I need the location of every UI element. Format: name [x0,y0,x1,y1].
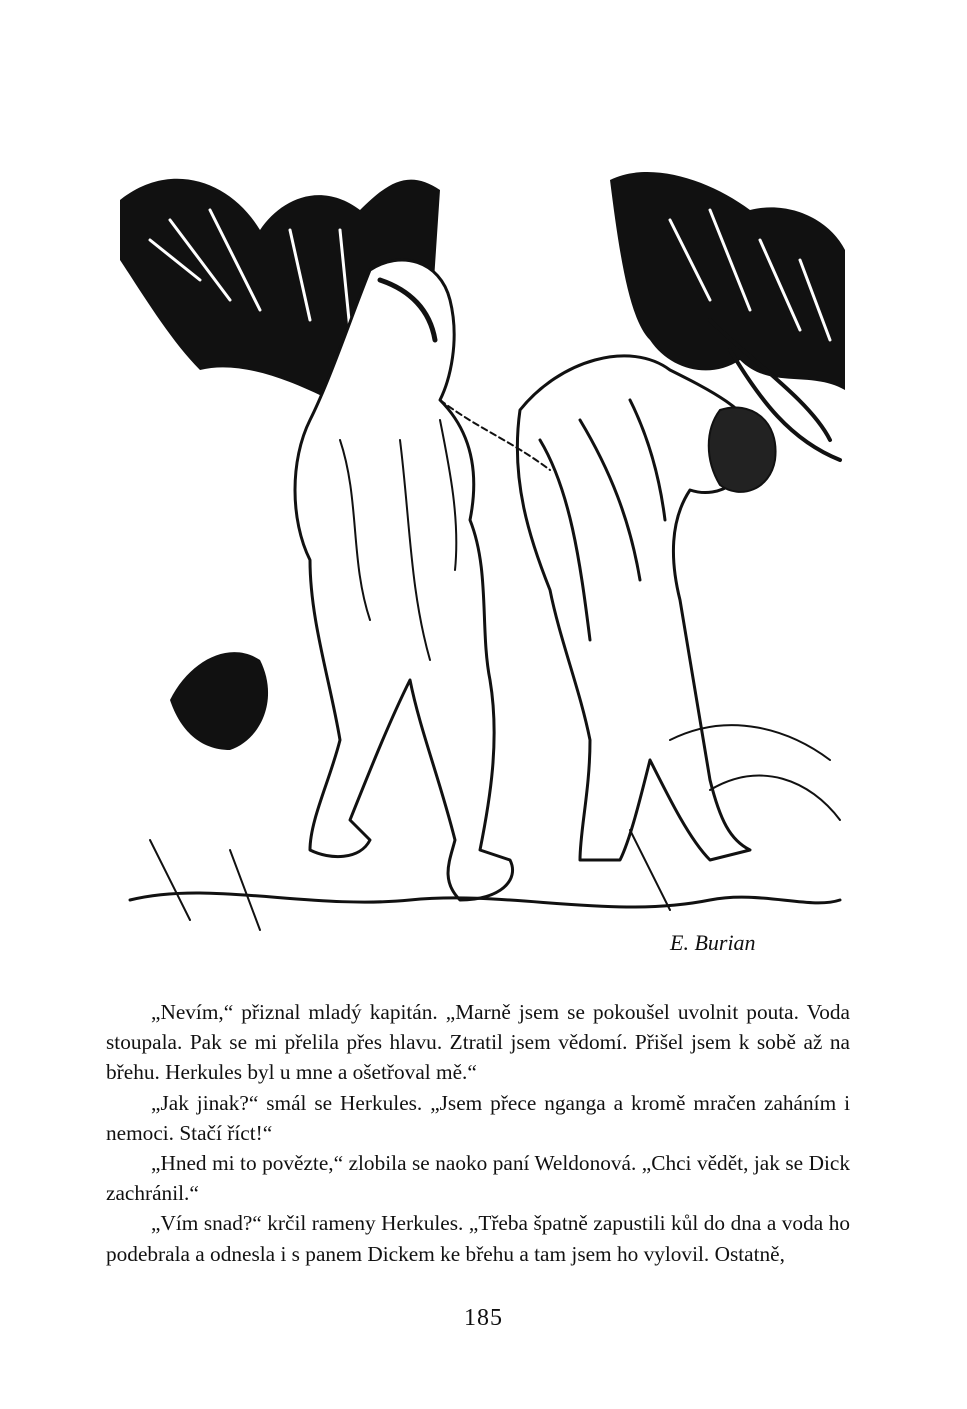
paragraph: „Hned mi to povězte,“ zlobila se naoko paní Weldonová. „Chci vědět, jak se Dick zachránil.“ [106,1151,850,1206]
page-number: 185 [464,1305,503,1331]
illustrator-signature: E. Burian [670,930,756,955]
paragraph: „Vím snad?“ krčil rameny Herkules. „Třeba špatně zapustili kůl do dna a voda ho podebrala a odnesla i s panem Dickem ke břehu a tam jsem ho vylovil. Ostatně, [106,1211,850,1266]
ink-illustration [110,140,850,970]
paragraph: „Nevím,“ přiznal mladý kapitán. „Marně jsem se pokoušel uvolnit pouta. Voda stoupala. Pak se mi přelila přes hlavu. Ztratil jsem vědomí. Přišel jsem k sobě až na břehu. Herkules byl u mne a ošetřoval mě.“ [106,1000,850,1085]
body-text [106,997,850,1269]
paragraph: „Jak jinak?“ smál se Herkules. „Jsem přece nganga a kromě mračen zaháním i nemoci. Stačí říct!“ [106,1090,850,1145]
bound-figure-head [709,407,776,491]
